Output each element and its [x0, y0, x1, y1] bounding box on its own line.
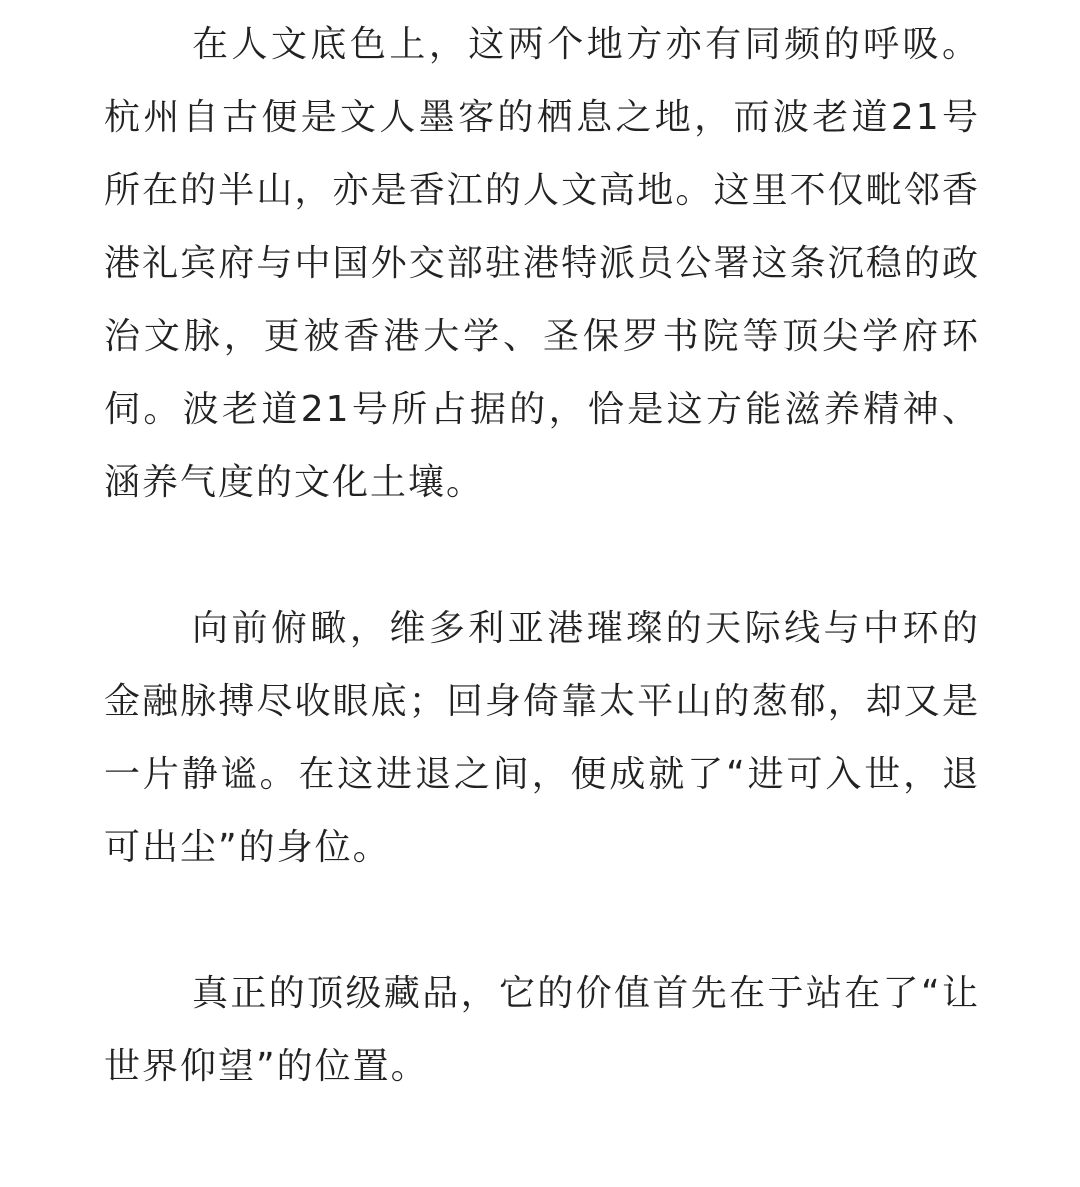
paragraph-humanities: 在人文底色上，这两个地方亦有同频的呼吸。杭州自古便是文人墨客的栖息之地，而波老道21号所在的半山，亦是香江的人文高地。这里不仅毗邻香港礼宾府与中国外交部驻港特派员公署这条沉稳的政治文脉，更被香港大学、圣保罗书院等顶尖学府环伺。波老道21号所占据的，恰是这方能滋养精神、涵养气度的文化土壤。	[104, 24, 980, 503]
article-body	[104, 8, 980, 1103]
paragraph-view: 向前俯瞰，维多利亚港璀璨的天际线与中环的金融脉搏尽收眼底；回身倚靠太平山的葱郁，却又是一片静谧。在这进退之间，便成就了“进可入世，退可出尘”的身位。	[104, 608, 980, 868]
paragraph-collection-value: 真正的顶级藏品，它的价值首先在于站在了“让世界仰望”的位置。	[104, 973, 980, 1087]
